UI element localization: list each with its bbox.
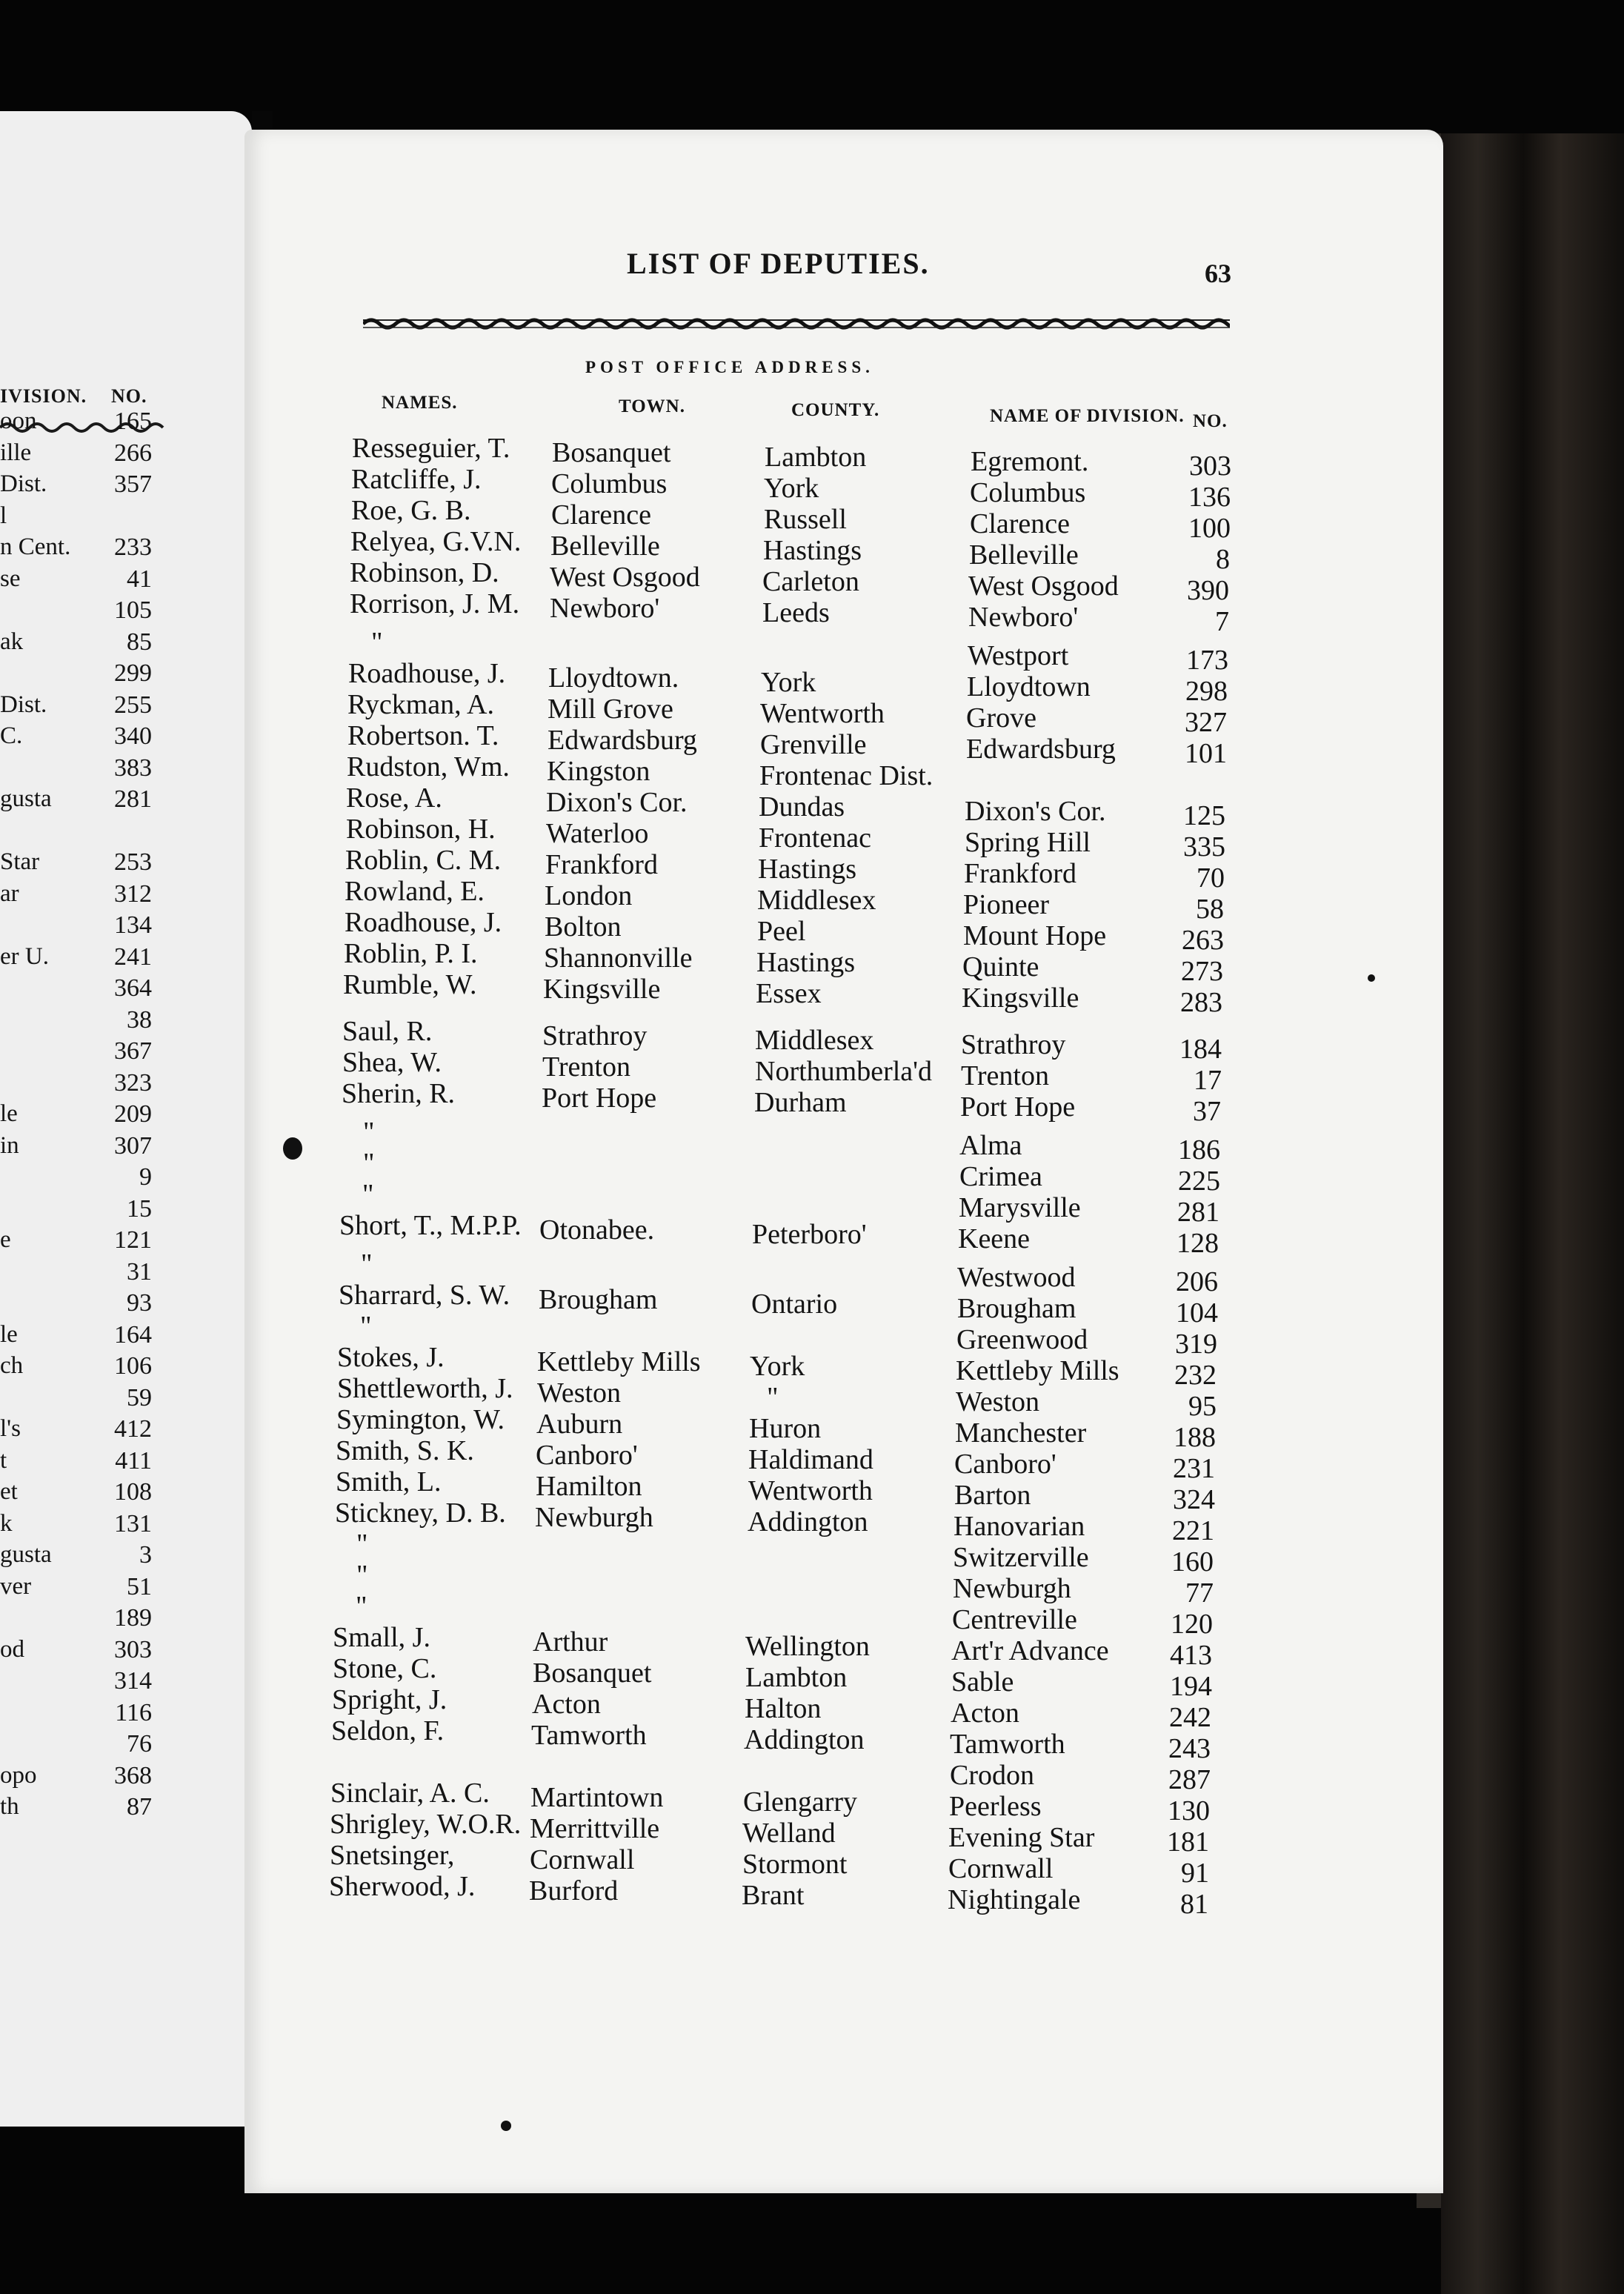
deputy-name: Smith, S. K. xyxy=(336,1435,474,1466)
left-header-division: IVISION. xyxy=(0,385,87,407)
deputy-division: Newburgh xyxy=(953,1573,1071,1604)
left-page-number: 281 xyxy=(114,785,152,813)
left-page-number: 189 xyxy=(114,1604,152,1632)
deputy-division-number: 335 xyxy=(1183,831,1225,862)
left-page-number: 134 xyxy=(114,911,152,939)
deputy-county: Middlesex xyxy=(757,885,876,916)
left-page-text: Dist. xyxy=(0,471,47,497)
left-page-number: 51 xyxy=(127,1573,152,1600)
left-page-number: 266 xyxy=(114,439,152,467)
deputy-division: Manchester xyxy=(955,1417,1087,1449)
left-page-text: er U. xyxy=(0,943,49,970)
deputy-division-number: 225 xyxy=(1178,1166,1220,1197)
deputy-town: Cornwall xyxy=(530,1844,635,1875)
deputy-division: Greenwood xyxy=(956,1324,1088,1355)
left-page-number: 87 xyxy=(127,1793,152,1821)
deputy-division-number: 242 xyxy=(1169,1702,1211,1733)
deputy-county: Ontario xyxy=(751,1289,838,1320)
left-page-text: k xyxy=(0,1510,13,1537)
deputy-name: Roblin, P. I. xyxy=(344,938,478,969)
deputy-town: Clarence xyxy=(551,499,652,531)
deputy-county: Huron xyxy=(749,1413,822,1444)
deputy-name: " xyxy=(371,627,383,658)
deputy-county: Haldimand xyxy=(748,1444,873,1475)
left-page-number: 59 xyxy=(127,1384,152,1412)
deputy-division: Alma xyxy=(959,1130,1022,1161)
left-page-number: 108 xyxy=(114,1478,152,1506)
deputy-county: Middlesex xyxy=(755,1025,874,1056)
left-page-number: 233 xyxy=(114,533,152,561)
left-page-text: Dist. xyxy=(0,691,47,718)
deputy-division: Lloydtown xyxy=(967,671,1091,702)
page-number: 63 xyxy=(1205,259,1231,288)
deputy-county: Glengarry xyxy=(743,1786,858,1818)
deputy-county: York xyxy=(750,1351,805,1382)
left-page-number: 314 xyxy=(114,1667,152,1695)
deputy-division: Mount Hope xyxy=(963,920,1107,951)
deputy-division: Trenton xyxy=(961,1060,1049,1091)
deputy-county: Durham xyxy=(754,1087,847,1118)
left-page-number: 323 xyxy=(114,1069,152,1097)
deputy-name: " xyxy=(356,1560,368,1591)
deputy-division-number: 263 xyxy=(1182,925,1224,956)
left-page-number: 41 xyxy=(127,565,152,593)
deputy-county: Lambton xyxy=(765,442,867,473)
deputy-name: Rose, A. xyxy=(346,782,442,814)
deputy-name: Stickney, D. B. xyxy=(335,1497,506,1529)
deputy-town: Frankford xyxy=(545,849,658,880)
deputy-name: " xyxy=(361,1249,373,1280)
deputy-county: Stormont xyxy=(742,1849,848,1880)
left-page-text: th xyxy=(0,1793,19,1820)
left-page-number: 76 xyxy=(127,1730,152,1758)
left-page-number: 412 xyxy=(114,1415,152,1443)
left-page-text: Star xyxy=(0,848,40,875)
deputy-division-number: 194 xyxy=(1170,1671,1212,1702)
deputy-division: Tamworth xyxy=(950,1729,1065,1760)
deputy-county: Wentworth xyxy=(760,698,885,729)
deputy-county: Hastings xyxy=(758,854,856,885)
left-page-number: 9 xyxy=(139,1163,152,1191)
deputy-county: Leeds xyxy=(762,597,830,628)
deputy-division-number: 70 xyxy=(1197,862,1225,894)
left-page-number: 364 xyxy=(114,974,152,1002)
left-page-number: 340 xyxy=(114,722,152,750)
deputy-division: Keene xyxy=(958,1223,1031,1254)
left-page-number: 105 xyxy=(114,596,152,624)
deputy-county: Peel xyxy=(757,916,806,947)
left-page-number: 299 xyxy=(114,659,152,687)
deputy-division: Canboro' xyxy=(954,1449,1056,1480)
left-page-number: 38 xyxy=(127,1006,152,1034)
deputy-town: Dixon's Cor. xyxy=(546,787,688,818)
left-header-no: NO. xyxy=(111,385,147,407)
deputy-town: Bosanquet xyxy=(533,1658,652,1689)
deputy-division-number: 81 xyxy=(1180,1889,1208,1920)
deputy-name: Sinclair, A. C. xyxy=(330,1778,490,1809)
deputy-county: Addington xyxy=(744,1724,865,1755)
deputy-name: Small, J. xyxy=(333,1622,430,1653)
deputy-division-number: 273 xyxy=(1181,956,1223,987)
deputy-division-number: 104 xyxy=(1176,1297,1218,1329)
deputy-town: West Osgood xyxy=(550,562,700,593)
deputy-division-number: 188 xyxy=(1174,1422,1216,1453)
deputy-division-number: 221 xyxy=(1172,1515,1214,1546)
column-header-town: TOWN. xyxy=(619,396,685,416)
deputy-county: Peterboro' xyxy=(752,1219,867,1250)
deputy-town: Mill Grove xyxy=(548,694,673,725)
deputy-county: York xyxy=(764,473,819,504)
deputy-division-number: 390 xyxy=(1187,575,1229,606)
deputy-division-number: 231 xyxy=(1173,1453,1215,1484)
deputy-division-number: 319 xyxy=(1175,1329,1217,1360)
deputy-county: Northumberla'd xyxy=(755,1056,933,1087)
deputy-division: Crimea xyxy=(959,1161,1042,1192)
deputy-division-number: 298 xyxy=(1185,676,1228,707)
left-page-number: 368 xyxy=(114,1762,152,1789)
deputy-division: Cornwall xyxy=(948,1853,1054,1884)
left-page-text: ver xyxy=(0,1573,32,1600)
deputy-county: Wentworth xyxy=(748,1475,873,1506)
deputy-division-number: 100 xyxy=(1188,513,1231,544)
deputy-name: Sharrard, S. W. xyxy=(339,1280,510,1311)
left-page-number: 411 xyxy=(115,1447,152,1475)
deputy-division-number: 243 xyxy=(1168,1733,1211,1764)
deputy-division: Clarence xyxy=(970,508,1071,539)
deputy-town: Burford xyxy=(529,1875,619,1906)
deputy-name: Ryckman, A. xyxy=(347,689,494,720)
deputy-town: Acton xyxy=(532,1689,601,1720)
deputy-name: Roblin, C. M. xyxy=(345,845,502,876)
deputy-division: Egremont. xyxy=(971,446,1089,477)
deputy-division-number: 125 xyxy=(1183,800,1225,831)
deputy-name: Relyea, G.V.N. xyxy=(350,526,522,557)
deputy-name: Roadhouse, J. xyxy=(345,907,502,938)
deputy-town: Waterloo xyxy=(546,818,649,849)
deputy-county: Lambton xyxy=(745,1662,848,1693)
left-page-number: 164 xyxy=(114,1321,152,1349)
deputy-division-number: 77 xyxy=(1185,1577,1214,1609)
deputy-town: Columbus xyxy=(551,468,668,499)
deputy-division-number: 101 xyxy=(1185,738,1227,769)
ink-speck xyxy=(283,1137,302,1160)
wave-rule xyxy=(363,304,1230,341)
deputy-town: Strathroy xyxy=(542,1020,648,1051)
deputy-town: Arthur xyxy=(533,1626,608,1658)
left-page-text: oon xyxy=(0,408,37,434)
deputy-county: Dundas xyxy=(759,791,845,822)
left-page-number: 165 xyxy=(114,408,152,435)
deputy-division: Strathroy xyxy=(961,1029,1066,1060)
deputy-division: Centreville xyxy=(952,1604,1077,1635)
deputy-division: Spring Hill xyxy=(965,827,1091,858)
deputy-name: Shea, W. xyxy=(342,1047,442,1078)
deputy-town: Bolton xyxy=(545,911,622,942)
left-page-number: 131 xyxy=(114,1510,152,1537)
ink-speck xyxy=(501,2121,511,2131)
left-page-text: gusta xyxy=(0,1541,52,1568)
deputy-division-number: 8 xyxy=(1216,544,1230,575)
deputy-division-number: 136 xyxy=(1188,482,1231,513)
deputy-name: Shettleworth, J. xyxy=(337,1373,513,1404)
left-page-text: od xyxy=(0,1636,24,1663)
deputy-name: Ratcliffe, J. xyxy=(351,464,482,495)
deputy-division-number: 120 xyxy=(1171,1609,1213,1640)
deputy-county: Russell xyxy=(764,504,847,535)
deputy-town: Martintown xyxy=(530,1782,664,1813)
deputy-name: Roe, G. B. xyxy=(351,495,471,526)
left-page-text: l xyxy=(0,502,7,529)
deputy-name: Robinson, H. xyxy=(346,814,496,845)
deputy-town: Newburgh xyxy=(535,1502,653,1533)
deputy-division: Nightingale xyxy=(948,1884,1081,1915)
book-edge xyxy=(1441,133,1624,2294)
left-page-text: ille xyxy=(0,439,32,466)
deputy-town: Canboro' xyxy=(536,1440,638,1471)
deputy-division: Switzerville xyxy=(953,1542,1089,1573)
left-page xyxy=(0,111,252,2127)
left-page-number: 367 xyxy=(114,1037,152,1065)
deputy-division-number: 184 xyxy=(1179,1034,1222,1065)
deputy-name: " xyxy=(360,1311,372,1342)
deputy-division-number: 7 xyxy=(1215,606,1229,637)
left-page-text: et xyxy=(0,1478,18,1505)
deputy-town: Lloydtown. xyxy=(548,662,679,694)
left-page-text: ar xyxy=(0,880,19,907)
deputy-town: Brougham xyxy=(539,1284,658,1315)
deputy-name: " xyxy=(356,1529,368,1560)
deputy-name: Sherwood, J. xyxy=(329,1871,476,1902)
left-page-number: 307 xyxy=(114,1132,152,1160)
column-header-division: NAME OF DIVISION. xyxy=(990,406,1185,426)
left-page-text: t xyxy=(0,1447,7,1474)
deputy-name: Rumble, W. xyxy=(343,969,477,1000)
deputy-division-number: 181 xyxy=(1167,1826,1209,1858)
deputy-town: Hamilton xyxy=(536,1471,642,1502)
left-page-number: 312 xyxy=(114,880,152,908)
deputy-division-number: 303 xyxy=(1189,451,1231,482)
left-page-number: 383 xyxy=(114,754,152,782)
left-page-number: 93 xyxy=(127,1289,152,1317)
deputy-division: Marysville xyxy=(959,1192,1081,1223)
deputy-division: Art'r Advance xyxy=(951,1635,1109,1666)
deputy-division: Edwardsburg xyxy=(966,734,1116,765)
left-page-text: le xyxy=(0,1100,18,1127)
column-header-names: NAMES. xyxy=(382,393,458,413)
ink-speck xyxy=(1368,974,1375,982)
deputy-name: Robertson. T. xyxy=(347,720,499,751)
left-page-text: l's xyxy=(0,1415,21,1442)
deputy-division-number: 173 xyxy=(1186,645,1228,676)
deputy-name: Saul, R. xyxy=(342,1016,433,1047)
left-page-number: 357 xyxy=(114,471,152,498)
deputy-division: Hanovarian xyxy=(954,1511,1085,1542)
deputy-name: Spright, J. xyxy=(332,1684,447,1715)
deputy-county: Halton xyxy=(745,1693,822,1724)
post-office-address-heading: POST OFFICE ADDRESS. xyxy=(585,358,874,376)
left-page-number: 31 xyxy=(127,1258,152,1286)
deputy-name: Smith, L. xyxy=(336,1466,442,1497)
left-page-number: 209 xyxy=(114,1100,152,1128)
deputy-name: Stokes, J. xyxy=(337,1342,445,1373)
deputy-division: Evening Star xyxy=(948,1822,1095,1853)
deputy-division: Dixon's Cor. xyxy=(965,796,1106,827)
deputy-name: Short, T., M.P.P. xyxy=(339,1210,522,1241)
deputy-division-number: 128 xyxy=(1177,1228,1219,1259)
left-page-text: C. xyxy=(0,722,23,749)
deputy-division: Sable xyxy=(951,1666,1014,1698)
left-page-text: le xyxy=(0,1321,18,1348)
deputy-town: Kettleby Mills xyxy=(537,1346,701,1377)
left-page-text: se xyxy=(0,565,21,592)
left-page-number: 303 xyxy=(114,1636,152,1663)
deputy-town: Tamworth xyxy=(531,1720,647,1751)
left-page-text: e xyxy=(0,1226,11,1253)
deputy-county: Brant xyxy=(742,1880,805,1911)
deputy-division: Acton xyxy=(951,1698,1019,1729)
deputy-name: Rowland, E. xyxy=(345,876,485,907)
deputy-county: Essex xyxy=(756,978,822,1009)
page-title: LIST OF DEPUTIES. xyxy=(627,247,930,280)
deputy-division-number: 37 xyxy=(1193,1096,1221,1127)
deputy-division: West Osgood xyxy=(968,571,1119,602)
deputy-division: Kettleby Mills xyxy=(956,1355,1119,1386)
deputy-division: Belleville xyxy=(969,539,1079,571)
deputy-town: Belleville xyxy=(550,531,660,562)
deputy-division: Pioneer xyxy=(963,889,1050,920)
left-page-number: 15 xyxy=(127,1195,152,1223)
deputy-town: Newboro' xyxy=(550,593,660,624)
deputy-town: Kingston xyxy=(547,756,650,787)
deputy-division: Frankford xyxy=(964,858,1076,889)
deputy-division: Westwood xyxy=(957,1262,1076,1293)
deputy-county: Hastings xyxy=(756,947,855,978)
deputy-name: " xyxy=(363,1148,375,1179)
deputy-county: Carleton xyxy=(762,566,859,597)
deputy-county: York xyxy=(761,667,816,698)
deputy-division-number: 283 xyxy=(1180,987,1222,1018)
left-page-number: 116 xyxy=(115,1699,152,1726)
left-page-number: 241 xyxy=(114,943,152,971)
deputy-town: Trenton xyxy=(542,1051,630,1083)
deputy-county: Grenville xyxy=(760,729,867,760)
deputy-town: Edwardsburg xyxy=(548,725,697,756)
deputy-name: Roadhouse, J. xyxy=(348,658,506,689)
column-header-no: NO. xyxy=(1193,411,1228,431)
deputy-name: Robinson, D. xyxy=(350,557,499,588)
left-page-text: gusta xyxy=(0,785,52,812)
deputy-division-number: 327 xyxy=(1185,707,1227,738)
deputy-name: " xyxy=(356,1591,367,1622)
deputy-name: " xyxy=(363,1117,375,1148)
deputy-name: Shrigley, W.O.R. xyxy=(330,1809,522,1840)
left-page-text: ch xyxy=(0,1352,24,1379)
deputy-division-number: 287 xyxy=(1168,1764,1211,1795)
deputy-division: Westport xyxy=(968,640,1069,671)
left-page-number: 3 xyxy=(139,1541,152,1569)
column-header-county: COUNTY. xyxy=(791,400,880,420)
deputy-division: Newboro' xyxy=(968,602,1079,633)
deputy-division-number: 413 xyxy=(1170,1640,1212,1671)
deputy-division-number: 91 xyxy=(1181,1858,1209,1889)
deputy-town: Weston xyxy=(537,1377,622,1409)
deputy-name: " xyxy=(362,1179,374,1210)
left-page-text: opo xyxy=(0,1762,37,1789)
deputy-town: Merrittville xyxy=(530,1813,660,1844)
deputy-town: Shannonville xyxy=(544,942,693,974)
deputy-division: Barton xyxy=(954,1480,1031,1511)
deputy-town: Kingsville xyxy=(543,974,661,1005)
deputy-division-number: 206 xyxy=(1176,1266,1218,1297)
deputy-division-number: 58 xyxy=(1196,894,1224,925)
left-page-text: n Cent. xyxy=(0,533,71,560)
deputy-division-number: 95 xyxy=(1188,1391,1217,1422)
deputy-town: Bosanquet xyxy=(552,437,671,468)
left-page-number: 255 xyxy=(114,691,152,719)
deputy-division-number: 17 xyxy=(1194,1065,1222,1096)
deputy-county: Addington xyxy=(748,1506,868,1537)
deputy-county: Hastings xyxy=(763,535,862,566)
deputy-county: Wellington xyxy=(745,1631,870,1662)
deputy-division-number: 160 xyxy=(1171,1546,1214,1577)
deputy-division: Port Hope xyxy=(960,1091,1076,1123)
deputy-division-number: 232 xyxy=(1174,1360,1217,1391)
deputy-division: Brougham xyxy=(957,1293,1076,1324)
deputy-name: Sherin, R. xyxy=(342,1078,456,1109)
deputy-name: Rorrison, J. M. xyxy=(350,588,520,619)
deputy-name: Seldon, F. xyxy=(331,1715,445,1746)
deputy-name: Stone, C. xyxy=(333,1653,437,1684)
deputy-name: Rudston, Wm. xyxy=(347,751,510,782)
deputy-county: " xyxy=(767,1382,779,1413)
deputy-name: Snetsinger, xyxy=(330,1840,455,1871)
left-page-text: ak xyxy=(0,628,24,655)
deputy-division: Columbus xyxy=(970,477,1086,508)
deputy-division-number: 324 xyxy=(1173,1484,1215,1515)
deputy-division-number: 186 xyxy=(1178,1134,1220,1166)
left-page-number: 106 xyxy=(114,1352,152,1380)
deputy-county: Frontenac Dist. xyxy=(759,760,934,791)
deputy-town: Port Hope xyxy=(542,1083,657,1114)
deputy-county: Frontenac xyxy=(759,822,871,854)
deputy-division: Weston xyxy=(956,1386,1040,1417)
deputy-division-number: 281 xyxy=(1177,1197,1219,1228)
deputy-name: Symington, W. xyxy=(336,1404,505,1435)
deputy-division: Peerless xyxy=(949,1791,1042,1822)
deputy-division: Kingsville xyxy=(962,983,1079,1014)
left-page-number: 121 xyxy=(114,1226,152,1254)
deputy-division: Grove xyxy=(966,702,1036,734)
deputy-town: Auburn xyxy=(536,1409,623,1440)
left-page-text: in xyxy=(0,1132,19,1159)
deputy-division: Quinte xyxy=(962,951,1039,983)
deputy-town: London xyxy=(545,880,633,911)
deputy-name: Resseguier, T. xyxy=(352,433,510,464)
deputy-division-number: 130 xyxy=(1168,1795,1210,1826)
deputy-division: Crodon xyxy=(950,1760,1034,1791)
left-page-number: 85 xyxy=(127,628,152,656)
deputy-town: Otonabee. xyxy=(539,1214,655,1246)
deputy-county: Welland xyxy=(742,1818,836,1849)
left-page-number: 253 xyxy=(114,848,152,876)
